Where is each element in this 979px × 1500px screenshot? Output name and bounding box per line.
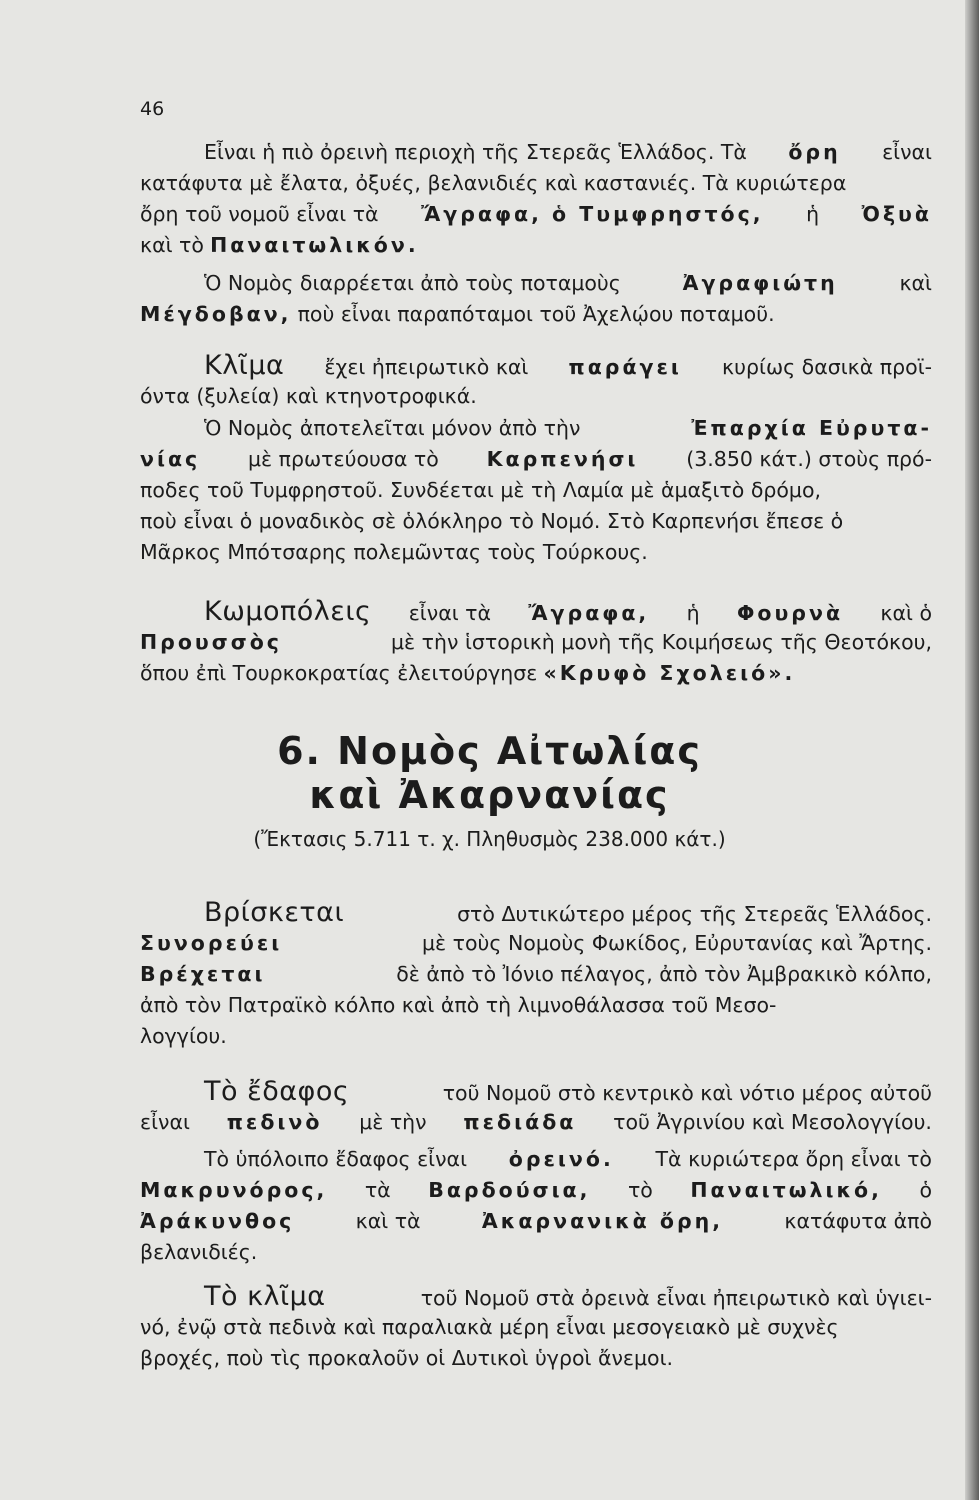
heading-line-1: 6. Νομὸς Αἰτωλίας — [277, 729, 702, 773]
paragraph-province: Ὁ Νομὸς ἀποτελεῖται μόνον ἀπὸ τὴν Ἐπαρχία Εὐρυτα- νίας μὲ πρωτεύουσα τὸ Καρπενήσι (3.850 κάτ.) στοὺς πρό- ποδες τοῦ Τυμφρηστοῦ. Συνδέεται μὲ τὴ Λαμία μὲ ἁμαξιτὸ δρόμο, ποὺ εἶναι ὁ μοναδικὸς σὲ ὁλόκληρο τὸ Νομό. Στὸ Καρπενήσι ἔπεσε ὁ Μᾶρκος Μπότσαρης πολεμῶντας τοὺς Τούρκους. — [140, 416, 932, 564]
paragraph-climate: Κλῖμα ἔχει ἠπειρωτικὸ καὶ παράγει κυρίως δασικὰ προϊ- όντα (ξυλεία) καὶ κτηνοτροφικά. — [140, 350, 932, 408]
paragraph-mountains-2: Τὸ ὑπόλοιπο ἔδαφος εἶναι ὀρεινό. Τὰ κυριώτερα ὄρη εἶναι τὸ Μακρυνόρος, τὰ Βαρδούσια, τὸ Παναιτωλικό, ὁ Ἀράκυνθος καὶ τὰ Ἀκαρνανικὰ ὄρη, κατάφυτα ἀπὸ βελανιδιές. — [140, 1147, 932, 1264]
paragraph-rivers: Ὁ Νομὸς διαρρέεται ἀπὸ τοὺς ποταμοὺς Ἀγραφιώτη καὶ Μέγδοβαν, ποὺ εἶναι παραπόταμοι τοῦ Ἀχελῴου ποταμοῦ. — [140, 271, 932, 326]
section-heading — [0, 729, 979, 851]
paragraph-location: Βρίσκεται στὸ Δυτικώτερο μέρος τῆς Στερεᾶς Ἑλλάδος. Συνορεύει μὲ τοὺς Νομοὺς Φωκίδος, Εὐρυτανίας καὶ Ἄρτης. Βρέχεται δὲ ἀπὸ τὸ Ἰόνιο πέλαγος, ἀπὸ τὸν Ἀμβρακικὸ κόλπο, ἀπὸ τὸν Πατραϊκὸ κόλπο καὶ ἀπὸ τὴ λιμνοθάλασσα τοῦ Μεσο- λογγίου. — [140, 897, 932, 1048]
paragraph-climate-2: Τὸ κλῖμα τοῦ Νομοῦ στὰ ὀρεινὰ εἶναι ἠπειρωτικὸ καὶ ὑγιει- νό, ἐνῷ στὰ πεδινὰ καὶ παραλιακὰ μέρη εἶναι μεσογειακὸ μὲ συχνὲς βροχές, ποὺ τὶς προκαλοῦν οἱ Δυτικοὶ ὑγροὶ ἄνεμοι. — [140, 1281, 932, 1370]
paragraph-mountains: Εἶναι ἡ πιὸ ὀρεινὴ περιοχὴ τῆς Στερεᾶς Ἑλλάδος. Τὰ ὄρη εἶναι κατάφυτα μὲ ἔλατα, ὀξυές, βελανιδιές καὶ καστανιές. Τὰ κυριώτερα ὄρη τοῦ νομοῦ εἶναι τὰ Ἄγραφα, ὁ Τυμφρηστός, ἡ Ὀξυὰ καὶ τὸ Παναιτωλικόν. — [140, 140, 932, 257]
paragraph-soil: Τὸ ἔδαφος τοῦ Νομοῦ στὸ κεντρικὸ καὶ νότιο μέρος αὐτοῦ εἶναι πεδινὸ μὲ τὴν πεδιάδα τοῦ Ἀγρινίου καὶ Μεσολογγίου. — [140, 1076, 932, 1134]
page-number: 46 — [140, 98, 165, 120]
heading-line-2: καὶ Ἀκαρνανίας — [309, 773, 670, 817]
paragraph-towns: Κωμοπόλεις εἶναι τὰ Ἄγραφα, ἡ Φουρνὰ καὶ ὁ Προυσσὸς μὲ τὴν ἱστορικὴ μονὴ τῆς Κοιμήσεως τῆς Θεοτόκου, ὅπου ἐπὶ Τουρκοκρατίας ἐλειτούργησε «Κρυφὸ Σχολειό». — [140, 596, 932, 685]
heading-subtitle: (Ἔκτασις 5.711 τ. χ. Πληθυσμὸς 238.000 κάτ.) — [253, 827, 726, 851]
